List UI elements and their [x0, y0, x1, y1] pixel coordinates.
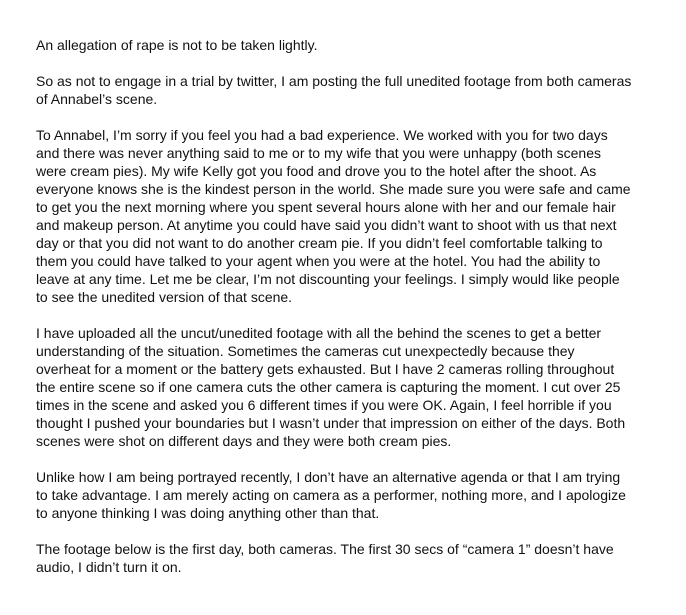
paragraph-apology: To Annabel, I’m sorry if you feel you had a bad experience. We worked with you for two days and there was never anything said to me or to my wife that you were unhappy (both scenes were cream pies). My wife Kelly got you food and drove you to the hotel after the shoot. As everyone knows she is the kindest person in the world. She made sure you were safe and came to get you the next morning where you spent several hours alone with her and our female hair and makeup person. At anytime you could have said you didn’t want to shoot with us that next day or that you did not want to do another cream pie. If you didn’t feel comfortable talking to them you could have talked to your agent when you were at the hotel. You had the ability to leave at any time. Let me be clear, I’m not discounting your feelings. I simply would like people to see the unedited version of that scene. — [36, 127, 631, 305]
paragraph-agenda: Unlike how I am being portrayed recently, I don’t have an alternative agenda or that I am trying to take advantage. I am merely acting on camera as a performer, nothing more, and I apologize to anyone thinking I was doing anything other than that. — [36, 469, 626, 521]
paragraph-footage-posting: So as not to engage in a trial by twitter, I am posting the full unedited footage from both cameras of Annabel’s scene. — [36, 73, 632, 107]
paragraph-footage-note: The footage below is the first day, both cameras. The first 30 secs of “camera 1” doesn’t have audio, I didn’t turn it on. — [36, 541, 614, 575]
paragraph-allegation: An allegation of rape is not to be taken lightly. — [36, 37, 318, 53]
paragraph-uploaded-footage: I have uploaded all the uncut/unedited footage with all the behind the scenes to get a better understanding of the situation. Sometimes the cameras cut unexpectedly because they overheat for a moment or the battery gets exhausted. But I have 2 cameras rolling throughout the entire scene so if one camera cuts the other camera is capturing the moment. I cut over 25 times in the scene and asked you 6 different times if you were OK. Again, I feel horrible if you thought I pushed your boundaries but I wasn’t under that impression on either of the days. Both scenes were shot on different days and they were both cream pies. — [36, 325, 626, 449]
statement-document — [36, 36, 632, 594]
